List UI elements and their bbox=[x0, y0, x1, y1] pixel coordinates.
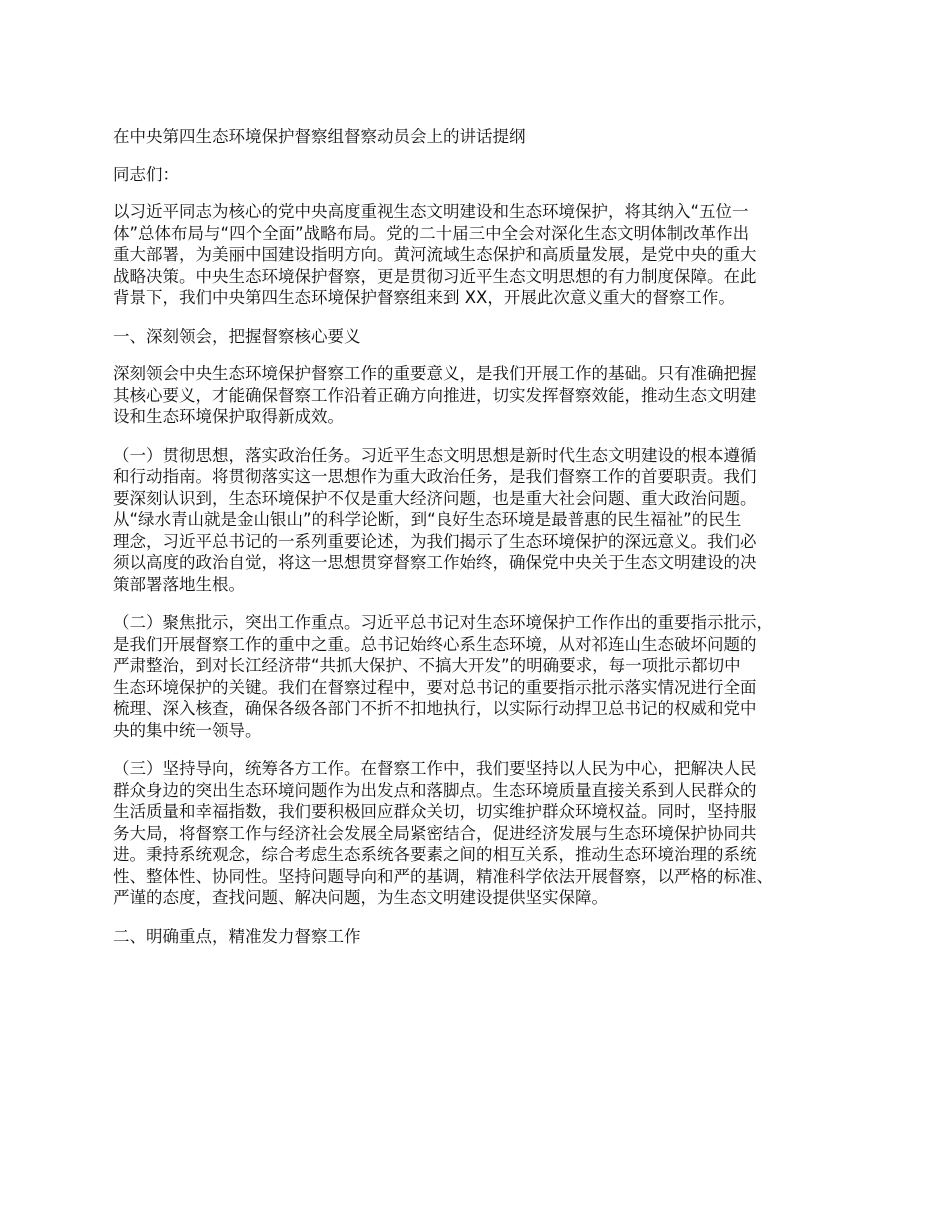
section-1-intro-line: 设和生态环境保护取得新成效。 bbox=[113, 407, 344, 426]
intro-line: 重大部署，为美丽中国建设指明方向。黄河流域生态保护和高质量发展，是党中央的重大 bbox=[113, 245, 757, 264]
section-1-intro-line: 其核心要义，才能确保督察工作沿着正确方向推进，切实发挥督察效能，推动生态文明建 bbox=[113, 385, 757, 405]
item-2-paragraph bbox=[113, 612, 858, 741]
salutation: 同志们： bbox=[113, 164, 179, 184]
item-3-line: 性、整体性、协同性。坚持问题导向和严的基调，精准科学依法开展督察，以严格的标准、 bbox=[113, 866, 773, 886]
item-2-line: 严肃整治，到对长江经济带“共抓大保护、不搞大开发”的明确要求，每一项批示都切中 bbox=[113, 656, 741, 675]
section-1-heading: 一、深刻领会，把握督察核心要义 bbox=[113, 326, 361, 346]
intro-line: 战略决策。中央生态环境保护督察，更是贯彻习近平生态文明思想的有力制度保障。在此 bbox=[113, 266, 757, 286]
item-1-line: 和行动指南。将贯彻落实这一思想作为重大政治任务，是我们督察工作的首要职责。我们 bbox=[113, 467, 757, 486]
intro-line: 体”总体布局与“四个全面”战略布局。党的二十届三中全会对深化生态文明体制改革作出 bbox=[113, 223, 750, 243]
item-1-line: 从“绿水青山就是金山银山”的科学论断，到“良好生态环境是最普惠的民生福祉”的民生 bbox=[113, 510, 742, 529]
intro-line: 背景下，我们中央第四生态环境保护督察组来到 XX，开展此次意义重大的督察工作。 bbox=[113, 288, 735, 307]
item-2-line: 央的集中统一领导。 bbox=[113, 720, 262, 740]
item-3-line: 生活质量和幸福指数，我们要积极回应群众关切，切实维护群众环境权益。同时，坚持服 bbox=[113, 802, 757, 821]
item-2-line: 是我们开展督察工作的重中之重。总书记始终心系生态环境，从对祁连山生态破坏问题的 bbox=[113, 634, 757, 654]
item-2-line: 生态环境保护的关键。我们在督察过程中，要对总书记的重要指示批示落实情况进行全面 bbox=[113, 677, 757, 697]
item-3-line: 群众身边的突出生态环境问题作为出发点和落脚点。生态环境质量直接关系到人民群众的 bbox=[113, 780, 757, 800]
item-3-paragraph bbox=[113, 758, 858, 909]
item-1-line: 须以高度的政治自觉，将这一思想贯穿督察工作始终，确保党中央关于生态文明建设的决 bbox=[113, 553, 757, 572]
item-1-line: 要深刻认识到，生态环境保护不仅是重大经济问题，也是重大社会问题、重大政治问题。 bbox=[113, 488, 757, 508]
item-3-line: 进。秉持系统观念，综合考虑生态系统各要素之间的相互关系，推动生态环境治理的系统 bbox=[113, 845, 757, 864]
intro-line: 以习近平同志为核心的党中央高度重视生态文明建设和生态环境保护，将其纳入“五位一 bbox=[113, 202, 749, 221]
item-2-line: （二）聚焦批示，突出工作重点。习近平总书记对生态环境保护工作作出的重要指示批示， bbox=[113, 613, 773, 632]
item-2-line: 梳理、深入核查，确保各级各部门不折不扣地执行，以实际行动捍卫总书记的权威和党中 bbox=[113, 699, 757, 718]
item-3-line: （三）坚持导向，统筹各方工作。在督察工作中，我们要坚持以人民为中心，把解决人民 bbox=[113, 759, 757, 778]
section-1-intro-line: 深刻领会中央生态环境保护督察工作的重要意义，是我们开展工作的基础。只有准确把握 bbox=[113, 364, 757, 383]
document-page bbox=[113, 126, 858, 963]
document-title: 在中央第四生态环境保护督察组督察动员会上的讲话提纲 bbox=[113, 127, 526, 146]
item-1-line: 理念，习近平总书记的一系列重要论述，为我们揭示了生态环境保护的深远意义。我们必 bbox=[113, 531, 757, 551]
section-1-intro-paragraph bbox=[113, 363, 858, 428]
item-1-line: 策部署落地生根。 bbox=[113, 574, 245, 594]
intro-paragraph bbox=[113, 201, 858, 309]
item-1-paragraph bbox=[113, 445, 858, 596]
item-3-line: 严谨的态度，查找问题、解决问题，为生态文明建设提供坚实保障。 bbox=[113, 888, 608, 907]
item-3-line: 务大局，将督察工作与经济社会发展全局紧密结合，促进经济发展与生态环境保护协同共 bbox=[113, 823, 757, 843]
section-2-heading: 二、明确重点，精准发力督察工作 bbox=[113, 926, 361, 946]
item-1-line: （一）贯彻思想，落实政治任务。习近平生态文明思想是新时代生态文明建设的根本遵循 bbox=[113, 445, 757, 465]
